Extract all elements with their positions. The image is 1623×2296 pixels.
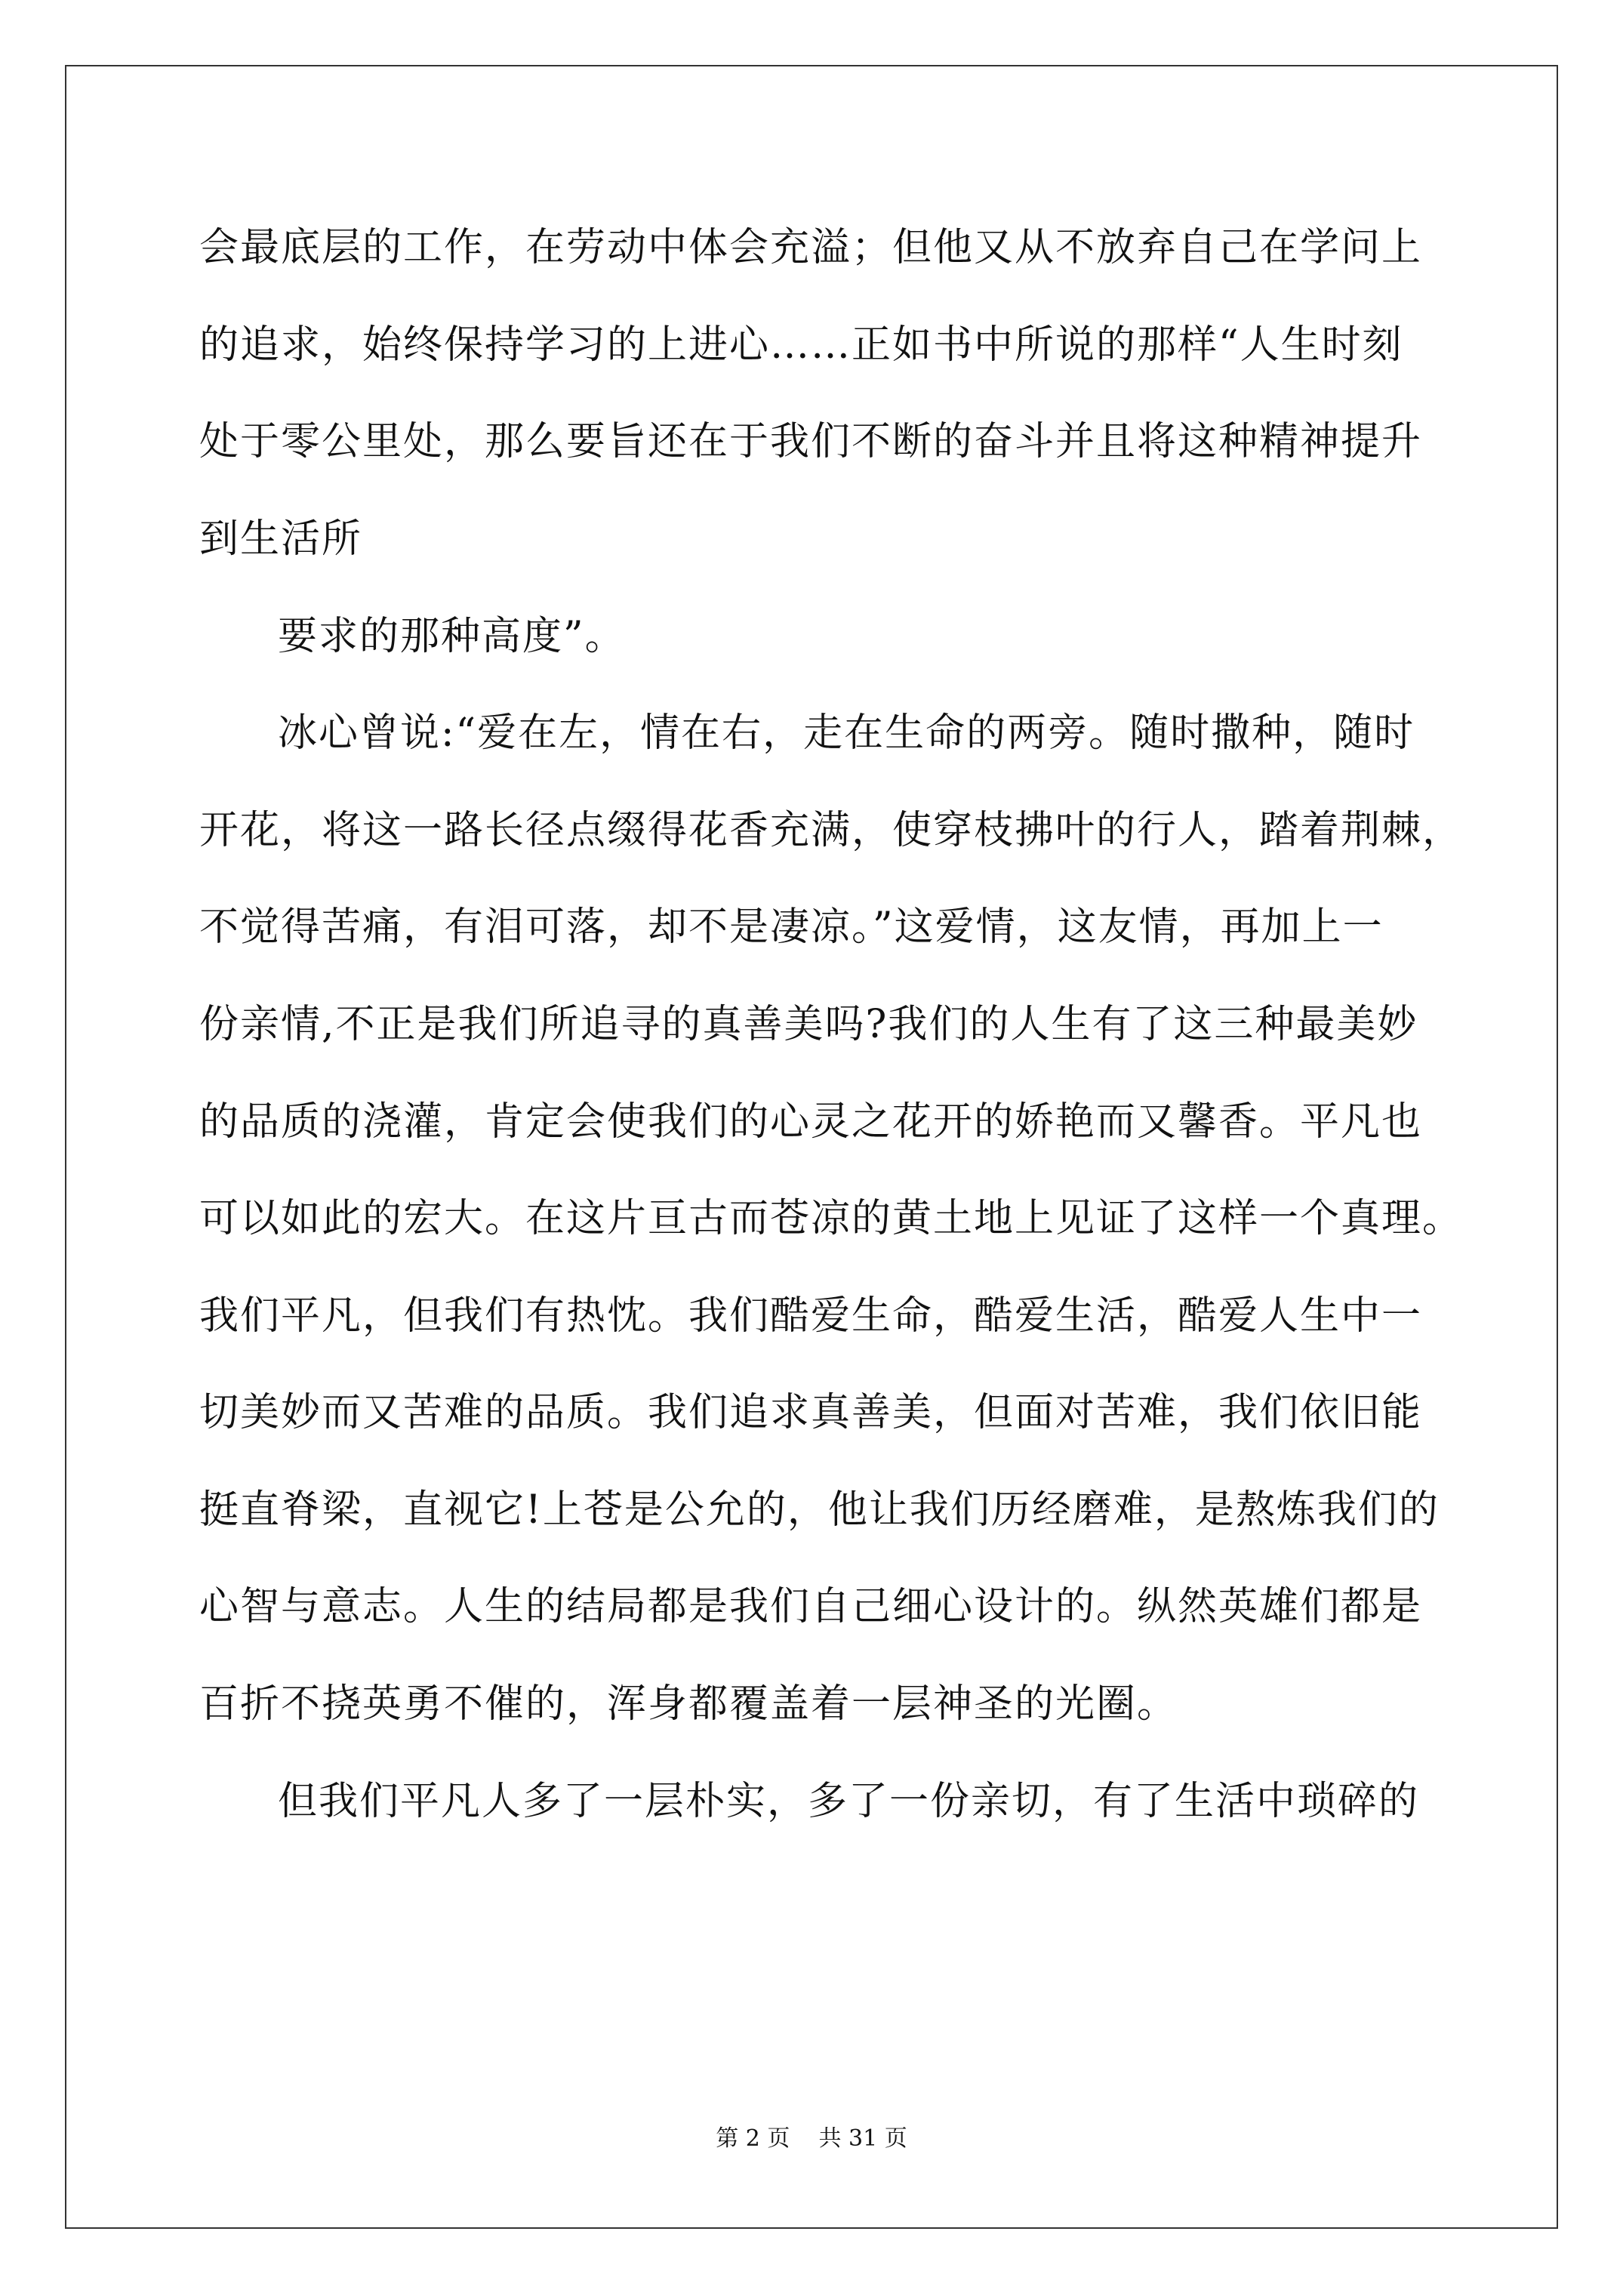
text-line: 到生活所 [199, 516, 363, 562]
text-line: 百折不挠英勇不催的，浑身都覆盖着一层神圣的光圈。 [199, 1681, 1178, 1727]
text-line: 的品质的浇灌，肯定会使我们的心灵之花开的娇艳而又馨香。平凡也 [199, 1099, 1423, 1145]
text-line: 会最底层的工作，在劳动中体会充溢；但他又从不放弃自己在学问上 [199, 225, 1423, 270]
text-line: 可以如此的宏大。在这片亘古而苍凉的黄土地上见证了这样一个真理。 [199, 1196, 1464, 1241]
page-number-footer: 第 2 页 共 31 页 [716, 2125, 907, 2152]
paragraph-start-line: 但我们平凡人多了一层朴实，多了一份亲切，有了生活中琐碎的 [278, 1779, 1420, 1824]
text-line: 的追求，始终保持学习的上进心……正如书中所说的那样“人生时刻 [199, 322, 1403, 368]
text-line: 挺直脊梁，直视它!上苍是公允的，他让我们历经磨难，是熬炼我们的 [199, 1487, 1440, 1533]
page-border [65, 65, 1558, 2229]
paragraph-start-line: 要求的那种高度”。 [278, 614, 626, 659]
text-line: 切美妙而又苦难的品质。我们追求真善美，但面对苦难，我们依旧能 [199, 1390, 1423, 1435]
text-line: 份亲情,不正是我们所追寻的真善美吗?我们的人生有了这三种最美妙 [199, 1002, 1418, 1047]
text-line: 开花，将这一路长径点缀得花香充满，使穿枝拂叶的行人，踏着荆棘， [199, 808, 1464, 853]
text-line: 心智与意志。人生的结局都是我们自己细心设计的。纵然英雄们都是 [199, 1584, 1423, 1629]
text-line: 处于零公里处，那么要旨还在于我们不断的奋斗并且将这种精神提升 [199, 419, 1423, 464]
text-line: 不觉得苦痛，有泪可落，却不是凄凉。”这爱情，这友情，再加上一 [199, 905, 1384, 950]
paragraph-start-line: 冰心曾说:“爱在左，情在右，走在生命的两旁。随时撒种，随时 [278, 710, 1415, 756]
text-line: 我们平凡，但我们有热忱。我们酷爱生命，酷爱生活，酷爱人生中一 [199, 1293, 1423, 1339]
